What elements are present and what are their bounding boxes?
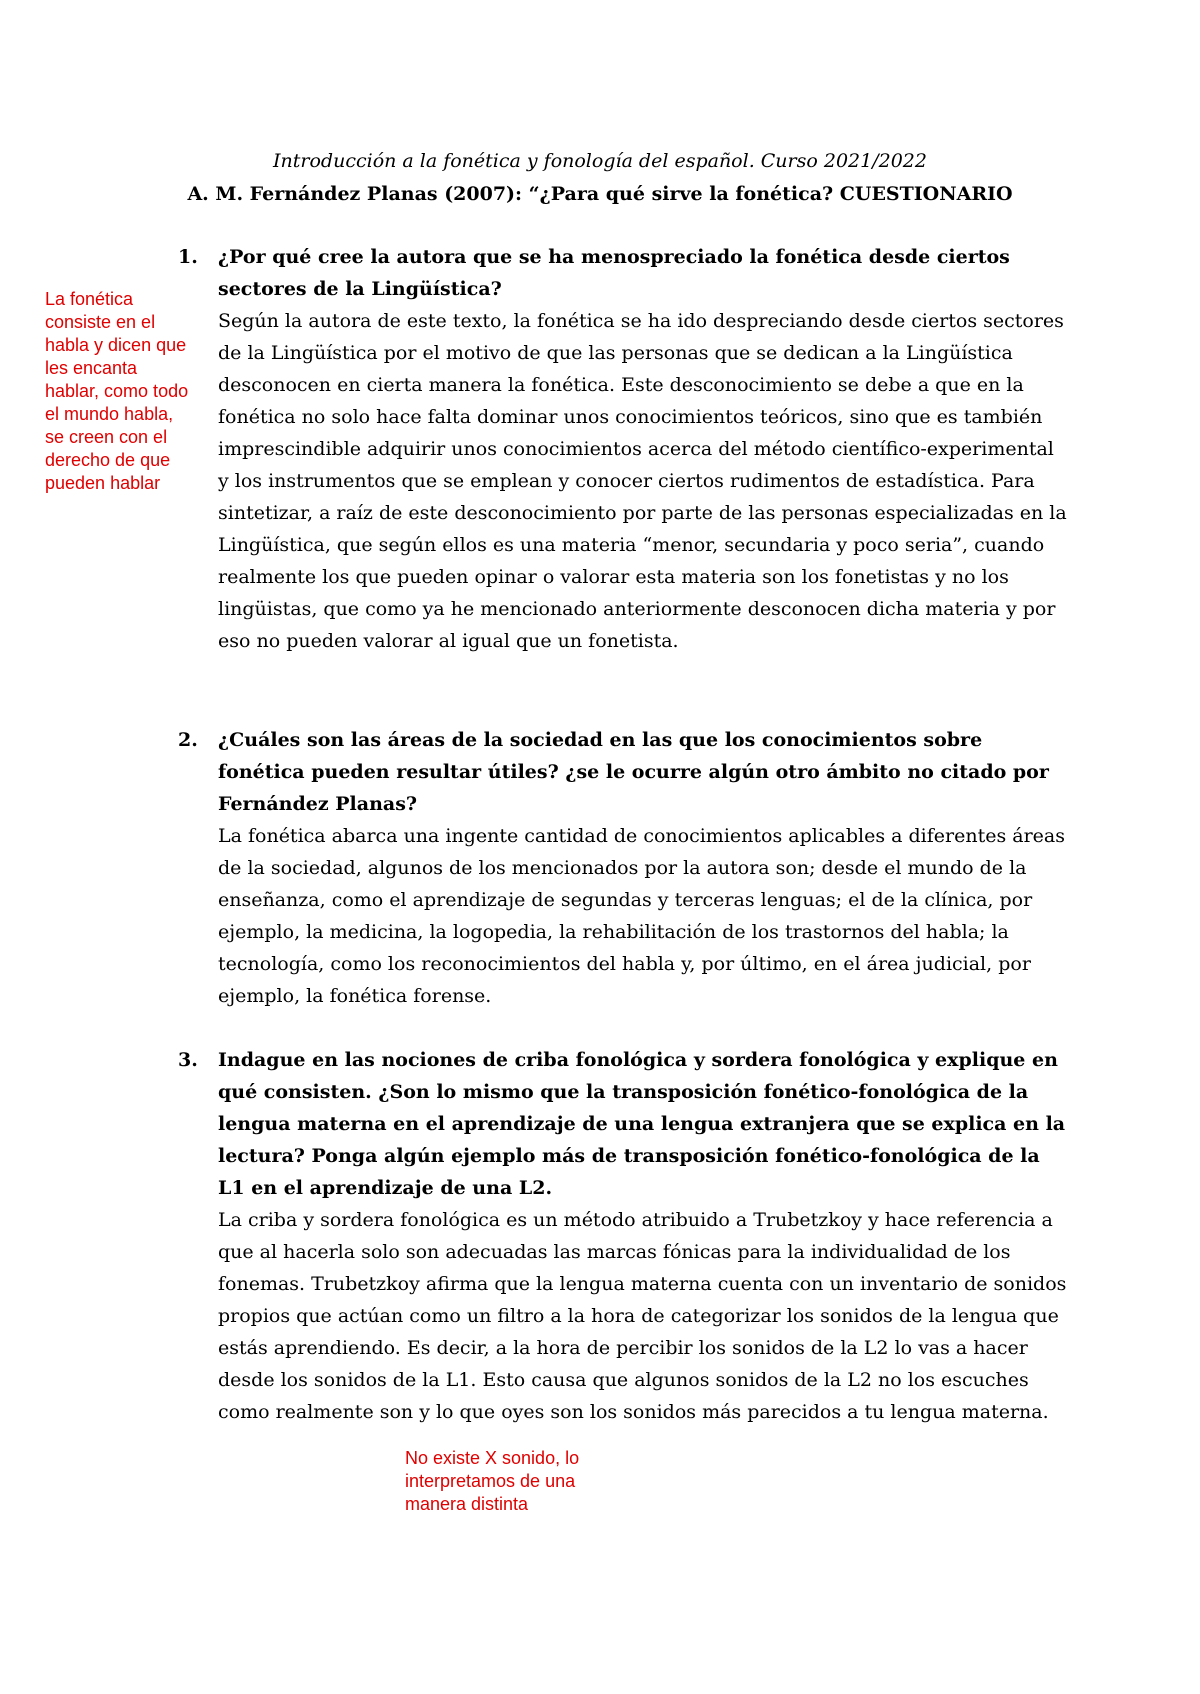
document-title: Introducción a la fonética y fonología del español. Curso 2021/2022 <box>273 150 927 172</box>
document-subtitle: A. M. Fernández Planas (2007): “¿Para qué sirve la fonética? CUESTIONARIO <box>187 183 1013 205</box>
answer-text: La fonética abarca una ingente cantidad de conocimientos aplicables a diferentes áreas de la sociedad, algunos de los mencionados por la autora son; desde el mundo de la enseñanza, como el aprendizaje de segundas y terceras lenguas; el de la clínica, por ejemplo, la medicina, la logopedia, la rehabilitación de los trastornos del habla; la tecnología, como los reconocimientos del habla y, por último, en el área judicial, por ejemplo, la fonética forense. <box>218 825 1065 1007</box>
answer-text: Según la autora de este texto, la fonética se ha ido despreciando desde ciertos sectores de la Lingüística por el motivo de que las personas que se dedican a la Lingüística desconocen en cierta manera la fonética. Este desconocimiento se debe a que en la fonética no solo hace falta dominar unos conocimientos teóricos, sino que es también imprescindible adquirir unos conocimientos acerca del método científico-experimental y los instrumentos que se emplean y conocer ciertos rudimentos de estadística. Para sintetizar, a raíz de este desconocimiento por parte de las personas especializadas en la Lingüística, que según ellos es una materia “menor, secundaria y poco seria”, cuando realmente los que pueden opinar o valorar esta materia son los fonetistas y no los lingüistas, que como ya he mencionado anteriormente desconocen dicha materia y por eso no pueden valorar al igual que un fonetista. <box>218 310 1067 652</box>
question-number: 3. <box>178 1049 198 1071</box>
question-text: ¿Por qué cree la autora que se ha menospreciado la fonética desde ciertos sectores de la Lingüística? <box>218 246 1010 300</box>
answer-text: La criba y sordera fonológica es un método atribuido a Trubetzkoy y hace referencia a que al hacerla solo son adecuadas las marcas fónicas para la individualidad de los fonemas. Trubetzkoy afirma que la lengua materna cuenta con un inventario de sonidos propios que actúan como un filtro a la hora de categorizar los sonidos de la lengua que estás aprendiendo. Es decir, a la hora de percibir los sonidos de la L2 lo vas a hacer desde los sonidos de la L1. Esto causa que algunos sonidos de la L2 no los escuches como realmente son y lo que oyes son los sonidos más parecidos a tu lengua materna. <box>218 1209 1067 1423</box>
question-body <box>218 724 1068 1012</box>
inline-annotation: No existe X sonido, lo interpretamos de una manera distinta <box>405 1448 580 1514</box>
question-text: Indague en las nociones de criba fonológica y sordera fonológica y explique en qué consisten. ¿Son lo mismo que la transposición fonético-fonológica de la lengua materna en el aprendizaje de una lengua extranjera que se explica en la lectura? Ponga algún ejemplo más de transposición fonético-fonológica de la L1 en el aprendizaje de una L2. <box>218 1049 1066 1199</box>
question-body <box>218 1044 1068 1428</box>
question-number: 1. <box>178 246 198 268</box>
question-text: ¿Cuáles son las áreas de la sociedad en las que los conocimientos sobre fonética pueden resultar útiles? ¿se le ocurre algún otro ámbito no citado por Fernández Planas? <box>218 729 1049 815</box>
margin-annotation: La fonética consiste en el habla y dicen que les encanta hablar, como todo el mundo habla, se creen con el derecho de que pueden hablar <box>45 289 189 493</box>
question-number: 2. <box>178 729 198 751</box>
question-body <box>218 241 1068 657</box>
